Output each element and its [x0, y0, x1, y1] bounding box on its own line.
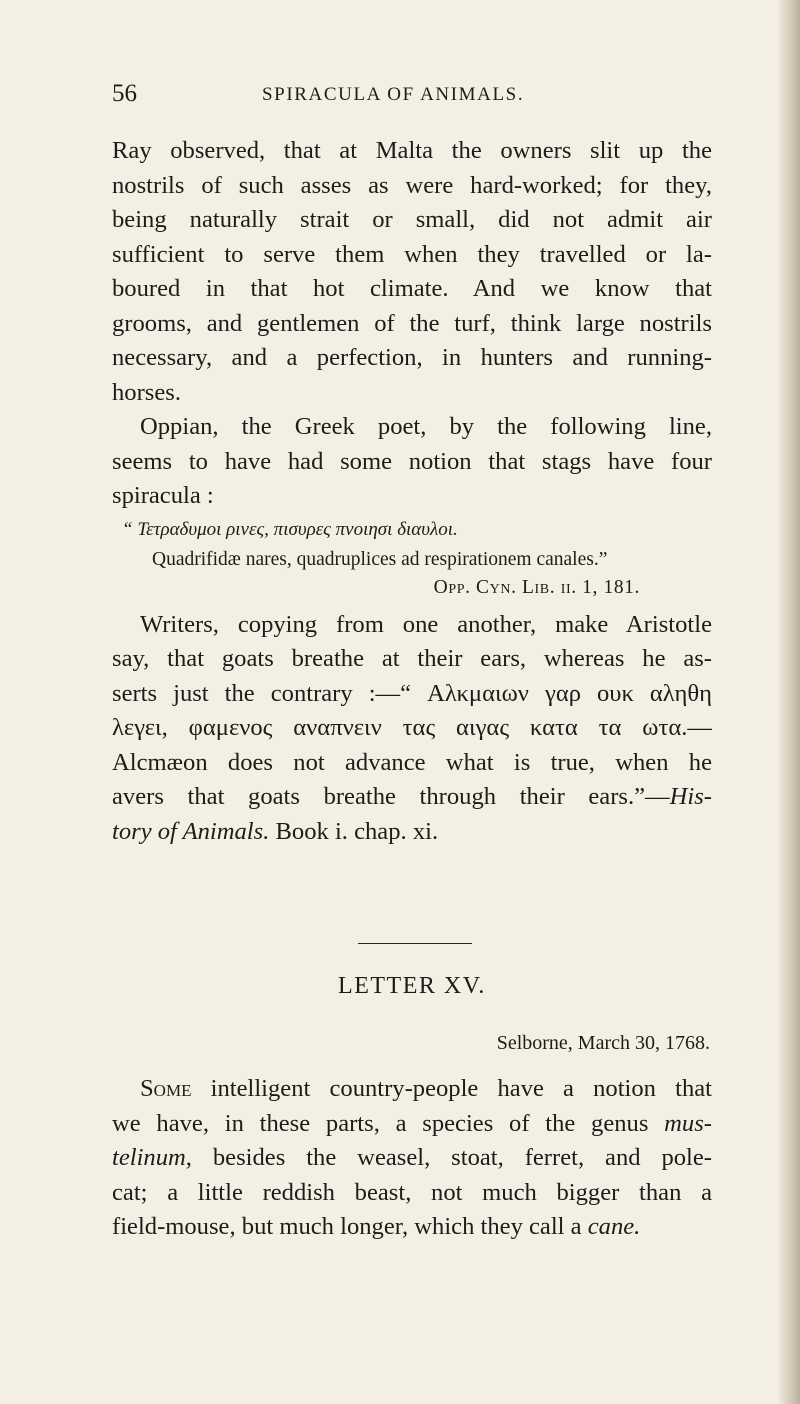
text-line: grooms, and gentlemen of the turf, think large nostrils	[112, 309, 712, 337]
text-line: Oppian, the Greek poet, by the following line,	[140, 413, 712, 440]
text-span: field-mouse, but much longer, which they call a	[112, 1213, 588, 1240]
text-line	[112, 1141, 712, 1176]
text-line	[112, 780, 712, 815]
section-rule	[358, 943, 472, 944]
page-edge-shadow	[778, 0, 800, 1404]
verse-citation: Opp. Cyn. Lib. ii. 1, 181.	[433, 576, 640, 598]
text-span: intelligent country-people have a notion that	[191, 1075, 712, 1102]
text-span: avers that goats breathe through their ears.”—	[112, 783, 670, 810]
letter-body	[112, 1072, 712, 1245]
text-line: horses.	[112, 378, 181, 406]
text-span: we have, in these parts, a species of the genus	[112, 1109, 665, 1137]
italic-title-part: His-	[669, 783, 712, 810]
text-line: seems to have had some notion that stags have four	[112, 447, 712, 475]
text-line: Ray observed, that at Malta the owners slit up the	[112, 137, 712, 164]
running-head: SPIRACULA OF ANIMALS.	[262, 84, 525, 105]
italic-genus: telinum	[112, 1144, 186, 1171]
text-line: nostrils of such asses as were hard-worked; for they,	[112, 171, 712, 199]
text-line	[112, 1107, 712, 1142]
text-line: being naturally strait or small, did not admit air	[112, 206, 712, 233]
text-span: Book i. chap. xi.	[269, 817, 439, 845]
text-line: λεγει, φαμενος αναπνειν τας αιγας κατα τα ωτα.—	[112, 714, 712, 741]
text-line	[112, 1072, 712, 1107]
italic-word: cane.	[587, 1213, 641, 1240]
text-line: Alcmæon does not advance what is true, when he	[112, 748, 712, 776]
text-line: Writers, copying from one another, make Aristotle	[140, 610, 712, 638]
greek-verse: “ Τετραδυμοι ρινες, πισυρες πνοιησι διαυλοι.	[122, 518, 458, 540]
text-line: necessary, and a perfection, in hunters and running-	[112, 344, 712, 371]
dateline: Selborne, March 30, 1768.	[496, 1032, 710, 1054]
latin-verse: Quadrifidæ nares, quadruplices ad respirationem canales.”	[152, 548, 608, 570]
text-span: , besides the weasel, stoat, ferret, and pole-	[185, 1144, 712, 1171]
text-line: serts just the contrary :—“ Αλκμαιων γαρ ουκ αληθη	[112, 679, 712, 707]
italic-genus: mus-	[664, 1109, 712, 1137]
page-number: 56	[112, 80, 137, 107]
text-line	[112, 815, 712, 850]
text-line: sufficient to serve them when they travelled or la-	[112, 240, 712, 268]
page-header	[112, 80, 712, 110]
body-text	[112, 134, 712, 849]
opening-word: Some	[140, 1075, 192, 1102]
text-line: spiracula :	[112, 482, 214, 509]
letter-heading: LETTER XV.	[338, 973, 486, 999]
text-line	[112, 1210, 712, 1245]
text-line: cat; a little reddish beast, not much bigger than a	[112, 1178, 712, 1206]
text-line: boured in that hot climate. And we know that	[112, 275, 712, 302]
italic-title-part: tory of Animals.	[112, 817, 270, 845]
text-line: say, that goats breathe at their ears, whereas he as-	[112, 645, 712, 672]
